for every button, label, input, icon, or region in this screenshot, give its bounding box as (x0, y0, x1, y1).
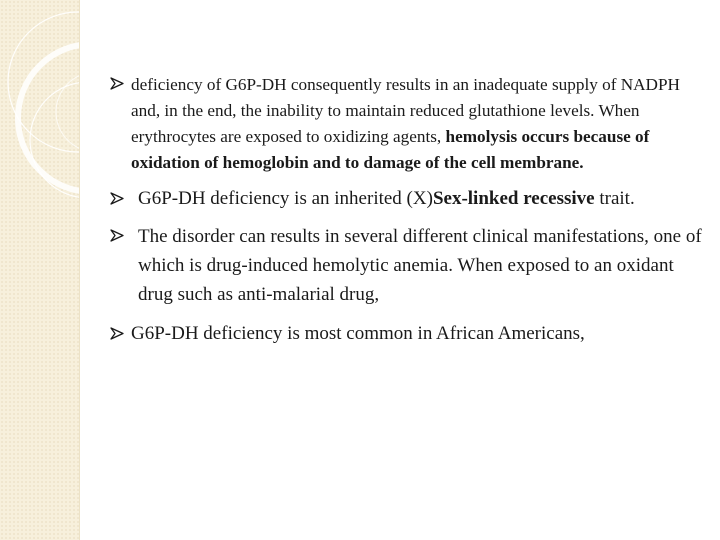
arrow-bullet-icon (110, 327, 124, 340)
slide-content (110, 72, 710, 348)
decorative-side-panel (0, 0, 80, 540)
bullet-item (110, 72, 710, 176)
bullet-item (110, 185, 710, 213)
bullet-text: G6P-DH deficiency is most common in African Americans, (131, 323, 585, 344)
arrow-bullet-icon (110, 192, 124, 205)
bullet-item (110, 222, 710, 309)
arrow-bullet-icon (110, 77, 124, 90)
arrow-bullet-icon (110, 229, 124, 242)
bullet-item (110, 320, 710, 348)
bullet-text: G6P-DH deficiency is an inherited (X)Sex-linked recessive trait. (138, 188, 635, 209)
concentric-circles-decoration (0, 0, 79, 540)
bullet-text: The disorder can results in several different clinical manifestations, one of which is drug-induced hemolytic anemia. When exposed to an oxidant drug such as anti-malarial drug, (138, 226, 702, 305)
bullet-text: deficiency of G6P-DH consequently results in an inadequate supply of NADPH and, in the end, the inability to maintain reduced glutathione levels. When erythrocytes are exposed to oxidizing agents, hemolysis occurs because of oxidation of hemoglobin and to damage of the cell membrane. (131, 75, 680, 172)
